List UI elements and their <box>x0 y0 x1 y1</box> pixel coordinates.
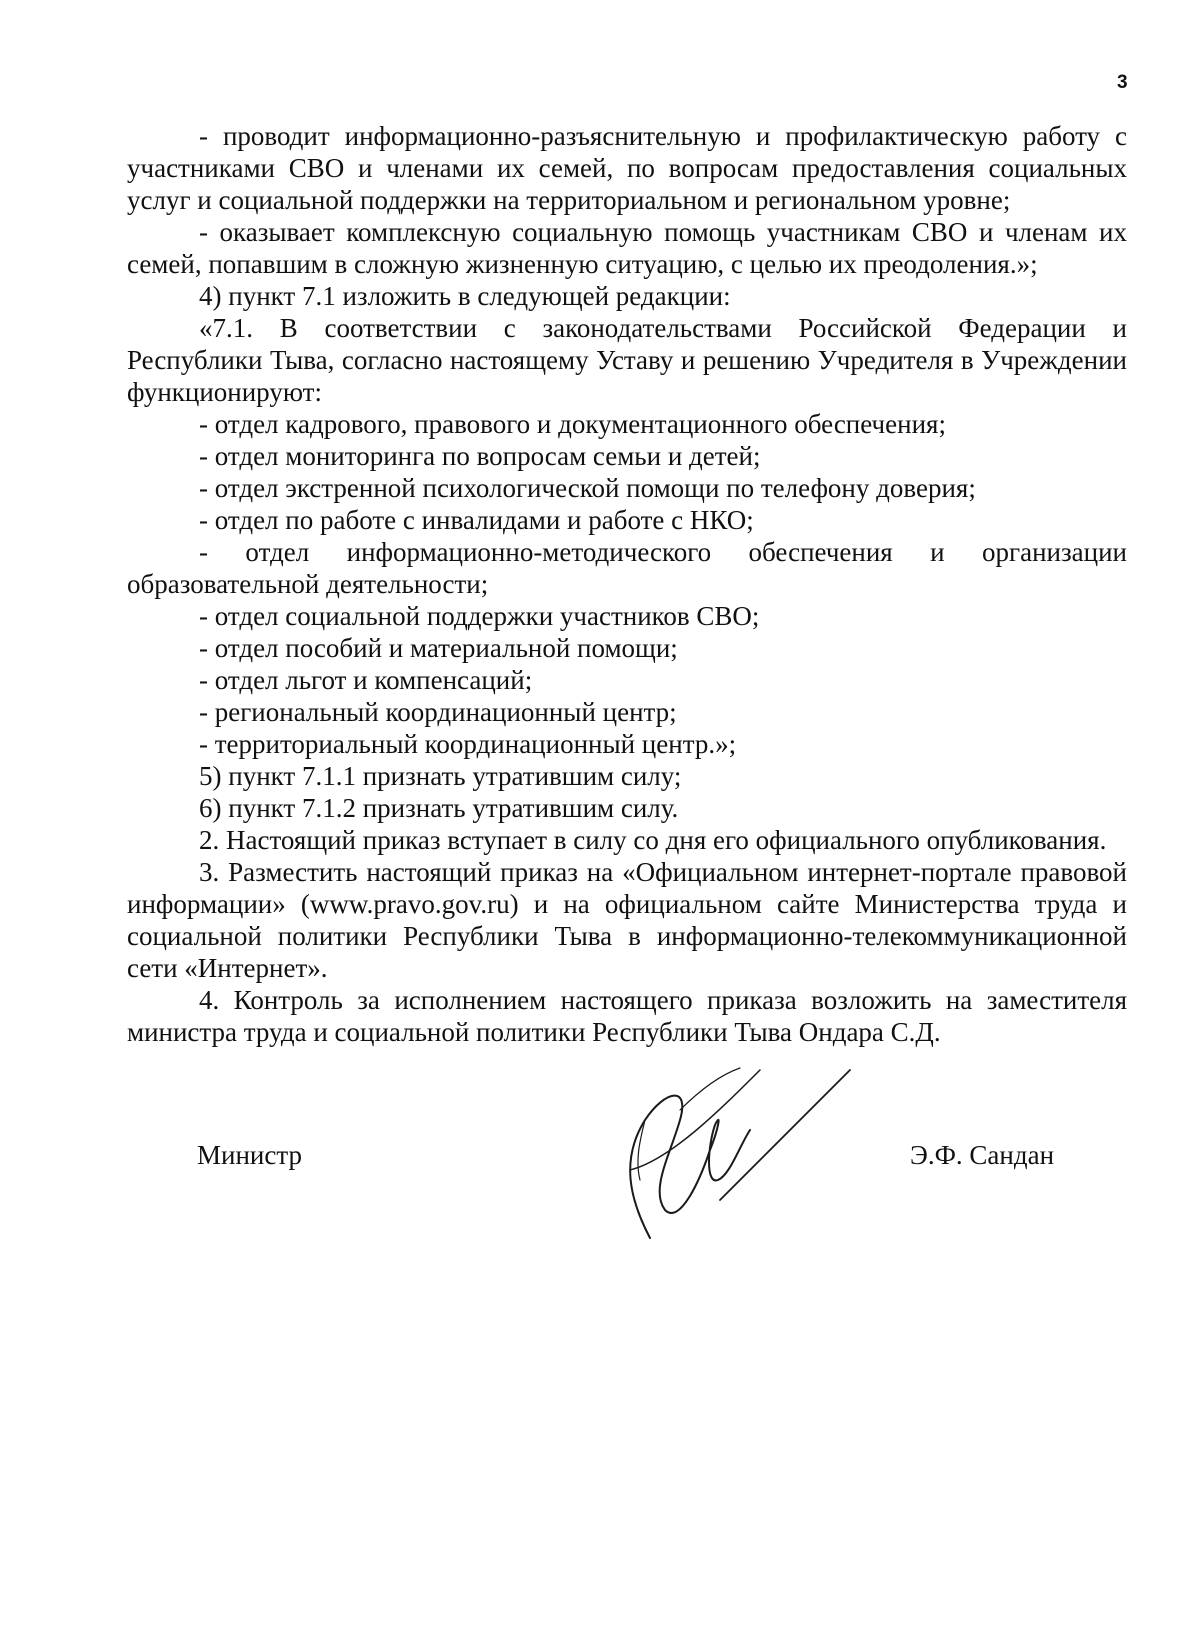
list-item-territorial-center: - территориальный координационный центр.»; <box>199 729 737 759</box>
list-item-department-hotline: - отдел экстренной психологической помощи по телефону доверия; <box>199 473 976 503</box>
paragraph-svo-social-help: - оказывает комплексную социальную помощь участникам СВО и членам их семей, попавшим в сложную жизненную ситуацию, с целью их преодоления.»; <box>127 217 1127 279</box>
list-item-department-svo-support: - отдел социальной поддержки участников СВО; <box>199 601 760 631</box>
list-item-department-disabled-nko: - отдел по работе с инвалидами и работе с НКО; <box>199 505 754 535</box>
paragraph-clause-7-1: «7.1. В соответствии с законодательствами Российской Федерации и Республики Тыва, согласно настоящему Уставу и решению Учредителя в Учреждении функционируют: <box>127 313 1127 407</box>
document-body <box>127 120 1127 1048</box>
paragraph-item-6: 6) пункт 7.1.2 признать утратившим силу. <box>199 793 679 823</box>
handwritten-signature <box>610 1050 890 1260</box>
list-item-regional-center: - региональный координационный центр; <box>199 697 677 727</box>
list-item-department-hr-legal: - отдел кадрового, правового и документационного обеспечения; <box>199 409 946 439</box>
paragraph-publication: 3. Разместить настоящий приказ на «Официальном интернет-портале правовой информации» (www.pravo.gov.ru) и на официальном сайте Министерства труда и социальной политики Республики Тыва в информационно-телекоммуникационной сети «Интернет». <box>127 857 1127 983</box>
page-number: 3 <box>1117 72 1128 93</box>
list-item-department-privileges: - отдел льгот и компенсаций; <box>199 665 533 695</box>
list-item-department-benefits: - отдел пособий и материальной помощи; <box>199 633 678 663</box>
paragraph-entry-into-force: 2. Настоящий приказ вступает в силу со дня его официального опубликования. <box>199 825 1107 855</box>
paragraph-item-4: 4) пункт 7.1 изложить в следующей редакции: <box>199 281 731 311</box>
paragraph-control: 4. Контроль за исполнением настоящего приказа возложить на заместителя министра труда и социальной политики Республики Тыва Ондара С.Д. <box>127 985 1127 1047</box>
list-item-department-methodical: - отдел информационно-методического обеспечения и организации образовательной деятельности; <box>127 537 1127 599</box>
list-item-department-family-monitoring: - отдел мониторинга по вопросам семьи и детей; <box>199 441 761 471</box>
signatory-name: Э.Ф. Сандан <box>910 1140 1055 1170</box>
paragraph-svo-info-work: - проводит информационно-разъяснительную и профилактическую работу с участниками СВО и членами их семей, по вопросам предоставления социальных услуг и социальной поддержки на территориальном и региональном уровне; <box>127 121 1127 215</box>
signatory-position: Министр <box>197 1140 302 1170</box>
paragraph-item-5: 5) пункт 7.1.1 признать утратившим силу; <box>199 761 682 791</box>
